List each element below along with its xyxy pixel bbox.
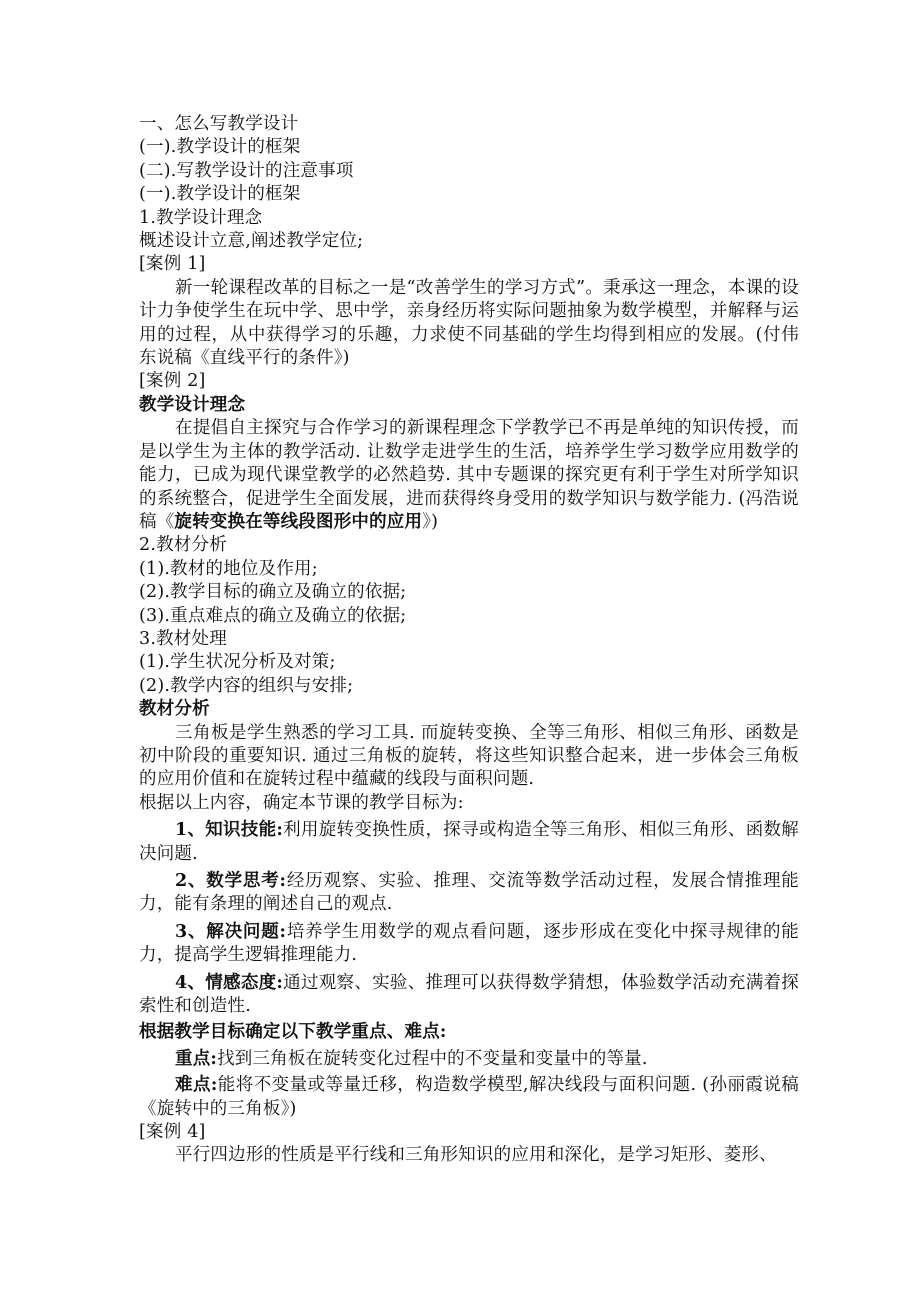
case1-label: [案例 1] xyxy=(139,254,206,275)
case2-text-main: 在提倡自主探究与合作学习的新课程理念下学教学已不再是单纯的知识传授，而是以学生为主体的教学活动. 让数学走进学生的生活，培养学生学习数学应用数学的能力，已成为现代课堂教学的必然趋势. 其中专题课的探究更有利于学生对所学知识的系统整合，促进学生全面发展，进而获得终身受用的数学知识与数学能力. (冯浩说稿《 xyxy=(139,418,799,532)
goal-2 xyxy=(139,870,799,917)
analysis-paragraph: 三角板是学生熟悉的学习工具. 而旋转变换、全等三角形、相似三角形、函数是初中阶段的重要知识. 通过三角板的旋转，将这些知识整合起来，进一步体会三角板的应用价值和在旋转过程中蕴藏的线段与面积问题. xyxy=(139,722,799,790)
case2-label: [案例 2] xyxy=(139,371,206,392)
goal-3-label: 3、解决问题: xyxy=(175,921,287,942)
main-heading: 一、怎么写教学设计 xyxy=(139,114,299,134)
case4-label: [案例 4] xyxy=(139,1122,206,1143)
item3-list-1: (1).学生状况分析及对策; xyxy=(139,652,336,673)
section1-title: (一).教学设计的框架 xyxy=(139,184,301,205)
item2-list-3: (3).重点难点的确立及确立的依据; xyxy=(139,605,407,626)
case2-paragraph xyxy=(139,417,799,534)
keypoint-focus-text: 找到三角板在旋转变化过程中的不变量和变量中的等量. xyxy=(217,1048,648,1069)
goals-intro: 根据以上内容，确定本节课的教学目标为: xyxy=(139,792,464,813)
goal-2-text: 经历观察、实验、推理、交流等数学活动过程，发展合情推理能力，能有条理的阐述自己的观点. xyxy=(139,871,799,915)
keypoints-heading: 根据教学目标确定以下教学重点、难点: xyxy=(139,1022,447,1043)
goal-3-text: 培养学生用数学的观点看问题，逐步形成在变化中探寻规律的能力，提高学生逻辑推理能力. xyxy=(139,921,799,966)
goal-4 xyxy=(139,972,799,1019)
toc-item-2: (二).写教学设计的注意事项 xyxy=(139,160,354,181)
goal-4-label: 4、情感态度: xyxy=(175,972,284,993)
keypoint-difficulty xyxy=(139,1074,799,1121)
document-page xyxy=(139,113,799,1168)
goal-2-label: 2、数学思考: xyxy=(175,871,287,891)
keypoint-focus xyxy=(139,1048,799,1071)
goal-1-text: 利用旋转变换性质，探寻或构造全等三角形、相似三角形、函数解决问题. xyxy=(139,820,799,864)
case1-paragraph: 新一轮课程改革的目标之一是“改善学生的学习方式”。秉承这一理念，本课的设计力争使学生在玩中学、思中学，亲身经历将实际问题抽象为数学模型，并解释与运用的过程，从中获得学习的乐趣，力求使不同基础的学生均得到相应的发展。(付伟东说稿《直线平行的条件》) xyxy=(139,277,799,369)
item2-title: 2.教材分析 xyxy=(139,535,227,556)
item3-list-2: (2).教学内容的组织与安排; xyxy=(139,675,354,696)
item3-title: 3.教材处理 xyxy=(139,628,227,649)
item1-description: 概述设计立意,阐述教学定位; xyxy=(139,231,364,252)
goal-1 xyxy=(139,819,799,866)
goal-3 xyxy=(139,921,799,968)
keypoint-focus-label: 重点: xyxy=(175,1048,218,1069)
item2-list-2: (2).教学目标的确立及确立的依据; xyxy=(139,582,407,603)
keypoint-difficulty-text: 能将不变量或等量迁移，构造数学模型,解决线段与面积问题. (孙丽霞说稿《旋转中的三角板》) xyxy=(139,1075,800,1119)
item2-list-1: (1).教材的地位及作用; xyxy=(139,558,318,579)
case2-text-end: 》) xyxy=(422,511,439,532)
toc-item-1: (一).教学设计的框架 xyxy=(139,137,301,158)
goal-4-text: 通过观察、实验、推理可以获得数学猜想，体验数学活动充满着探索性和创造性. xyxy=(139,972,799,1017)
goal-1-label: 1、知识技能: xyxy=(175,820,284,841)
item1-title: 1.教学设计理念 xyxy=(139,207,263,228)
case4-paragraph: 平行四边形的性质是平行线和三角形知识的应用和深化，是学习矩形、菱形、 xyxy=(175,1145,777,1166)
keypoint-difficulty-label: 难点: xyxy=(175,1075,218,1096)
case2-heading: 教学设计理念 xyxy=(139,394,246,415)
analysis-heading: 教材分析 xyxy=(139,699,210,720)
case2-title-bold: 旋转变换在等线段图形中的应用 xyxy=(174,511,423,532)
